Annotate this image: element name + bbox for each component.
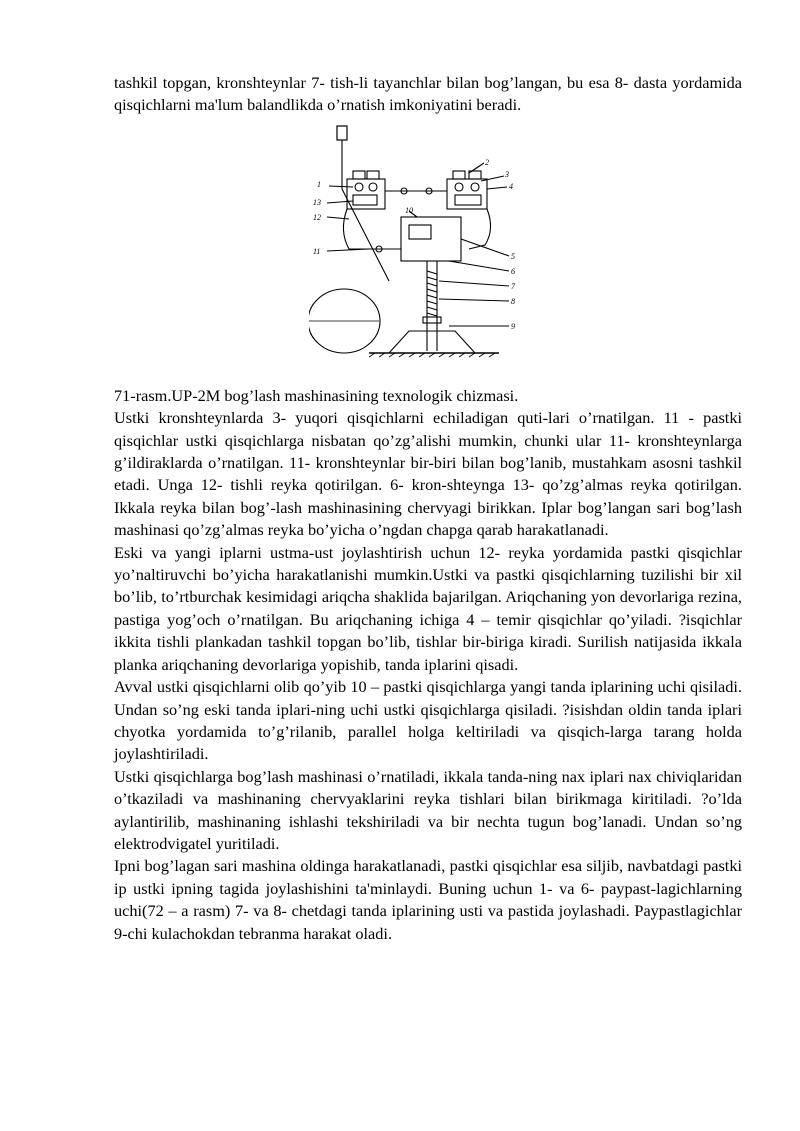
- figure: [114, 121, 742, 379]
- callout-right-4: 4: [509, 181, 513, 191]
- callout-left-12: 12: [313, 212, 321, 222]
- paragraph-1: Ustki kronshteynlarda 3- yuqori qisqichlarni echiladigan quti-lari o’rnatilgan. 11 - pastki qisqichlar ustki qisqichlarga nisbatan qo’zg’alishi mumkin, chunki ular 11- kronshteynlarga g’ildiraklarda o’rnatilgan. 11- kronshteynlar bir-biri bilan bog’lanib, mustahkam asosni tashkil etadi. Unga 12- tishli reyka qotirilgan. 6- kron-shteynga 13- qo’zg’almas reyka qotirilgan. Ikkala reyka bilan bog’-lash mashinasining chervyagi birikkan. Iplar bog’langan sari bog’lash mashinasi qo’zg’almas reyka bo’yicha o’ngdan chapga qarab harakatlanadi.: [114, 408, 742, 540]
- paragraph-4: Ustki qisqichlarga bog’lash mashinasi o’rnatiladi, ikkala tanda-ning nax iplari nax chiviqlaridan o’tkaziladi va mashinaning chervyaklarini reyka tishlari bilan birikmaga kiritiladi. ?o’lda aylantirilib, mashinaning ishlashi tekshiriladi va bir nechta tugun bog’lanadi. Undan so’ng elektrodvigatel yuritiladi.: [114, 766, 742, 853]
- callout-left-13: 13: [313, 197, 321, 207]
- paragraph-2: Eski va yangi iplarni ustma-ust joylashtirish uchun 12- reyka yordamida pastki qisqichlar yo’naltiruvchi bo’yicha harakatlanishi mumkin.Ustki va pastki qisqichlarning tuzilishi bir xil bo’lib, to’rtburchak kesimidagi ariqcha shaklida bajarilgan. Ariqchaning yon devorlariga rezina, pastiga yog’och o’rnatilgan. Bu ariqchaning ichiga 4 – temir qisqichlar qo’yiladi. ?isqichlar ikkita tishli plankadan tashkil topgan bo’lib, tishlar bir-biriga kiradi. Surilish natijasida ikkala planka ariqchaning devorlariga yopishib, tanda iplarini qisadi.: [114, 542, 742, 674]
- callout-right-6: 6: [511, 266, 515, 276]
- callout-right-7: 7: [511, 281, 515, 291]
- callout-right-9: 9: [511, 321, 515, 331]
- paragraph-3: Avval ustki qisqichlarni olib qo’yib 10 – pastki qisqichlarga yangi tanda iplarining uchi qisiladi. Undan so’ng eski tanda iplari-ning uchi ustki qisqichlarga qisiladi. ?isishdan oldin tanda iplari chyotka yordamida to’g’rilanib, parallel holga keltiriladi va qisqich-larga tarang holda joylashtiriladi.: [114, 677, 742, 764]
- callout-right-8: 8: [511, 296, 515, 306]
- figure-caption: 71-rasm.UP-2M bog’lash mashinasining texnologik chizmasi.: [114, 385, 519, 405]
- callout-left-1: 1: [317, 179, 321, 189]
- callout-left-11: 11: [313, 246, 321, 256]
- callout-right-3: 3: [505, 169, 509, 179]
- paragraph-5: Ipni bog’lagan sari mashina oldinga harakatlanadi, pastki qisqichlar esa siljib, navbatdagi pastki ip ustki ipning tagida joylashishini ta'minlaydi. Buning uchun 1- va 6- paypast-lagichlarning uchi(72 – a rasm) 7- va 8- chetdagi tanda iplarining usti va pastida joylashadi. Paypastlagichlar 9-chi kulachokdan tebranma harakat oladi.: [114, 856, 742, 943]
- machine-schematic-figure: [309, 121, 539, 379]
- document-page: [114, 72, 742, 945]
- callout-center-10: 10: [405, 205, 413, 215]
- paragraph-intro: tashkil topgan, kronshteynlar 7- tish-li tayanchlar bilan bog’langan, bu esa 8- dasta yordamida qisqichlarni ma'lum balandlikda o’rnatish imkoniyatini beradi.: [114, 73, 742, 115]
- callout-right-5: 5: [511, 251, 515, 261]
- callout-right-2: 2: [485, 157, 489, 167]
